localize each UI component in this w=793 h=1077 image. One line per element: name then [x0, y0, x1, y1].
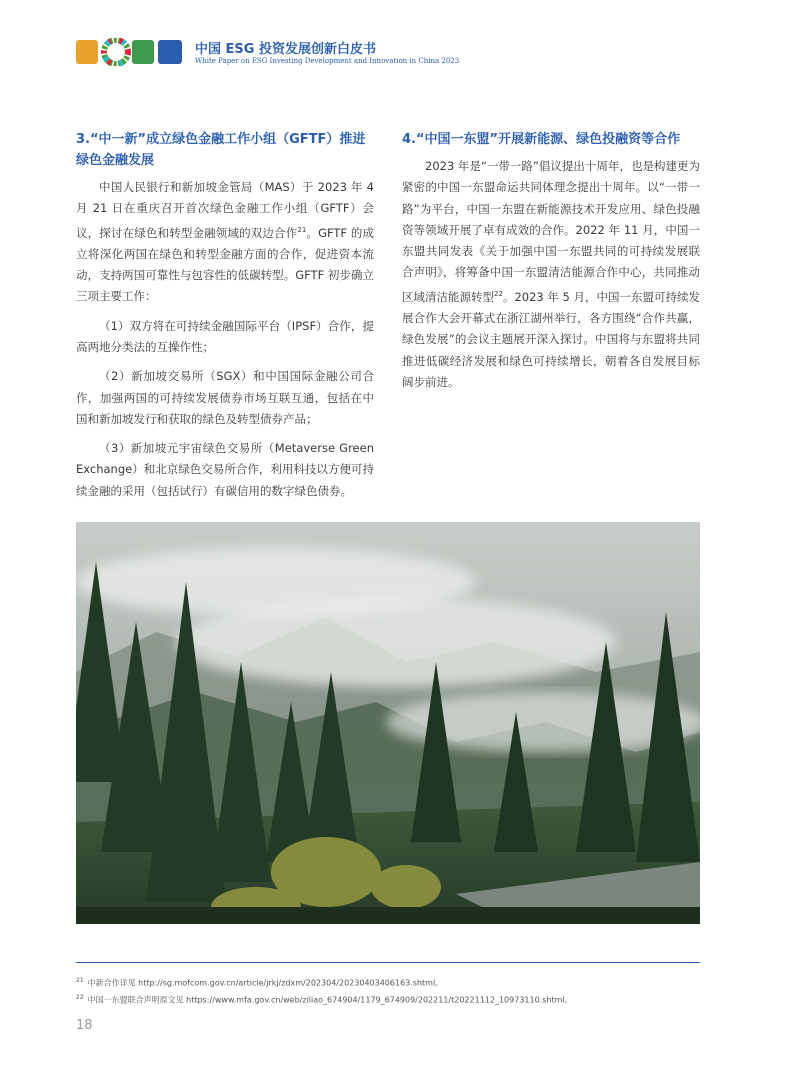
paragraph-asean: 2023 年是“一带一路”倡议提出十周年，也是构建更为紧密的中国一东盟命运共同体理念提出十周年。以“一带一路”为平台，中国一东盟在新能源技术开发应用、绿色投融资等领域开展了卓有成效的合作。2022 年 11 月，中国一东盟共同发表《关于加强中国一东盟共同的可持续发展联合声明》，将筹备中国一东盟清洁能源合作中心，共同推动区域清洁能源转型$^{22}$。2023 年 5 月，中国一东盟可持续发展合作大会开幕式在浙江湖州举行，各方围绕“合作共赢，绿色发展”的会议主题展开深入探讨。中国将与东盟将共同推进低碳经济发展和绿色可持续增长，朝着各自发展目标阔步前进。 [402, 159, 700, 389]
paragraph-gftf-intro: 中国人民银行和新加坡金管局（MAS）于 2023 年 4 月 21 日在重庆召开首次绿色金融工作小组（GFTF）会议，探讨在绿色和转型金融领域的双边合作$^{21}$。GFTF 的成立将深化两国在绿色和转型金融方面的合作，促进资本流动，支持两国可靠性与包容性的低碳转型。GFTF 初步确立三项主要工作： [76, 180, 375, 304]
footnote-ref-22: 22 [494, 289, 503, 298]
footnote-22-link[interactable]: 中国一东盟联合声明原文见 https://www.mfa.gov.cn/web/ziliao_674904/1179_674909/202211/t20221112_10973110.shtml。 [87, 995, 573, 1005]
section-title-gftf: 3.“中一新”成立绿色金融工作小组（GFTF）推进绿色金融发展 [76, 132, 366, 168]
paragraph-item-2: （2）新加坡交易所（SGX）和中国国际金融公司合作，加强两国的可持续发展债券市场互联互通，包括在中国和新加坡发行和获取的绿色及转型债券产品； [76, 369, 374, 426]
logo-digit-2 [76, 40, 98, 64]
section-title-asean: 4.“中国一东盟”开展新能源、绿色投融资等合作 [402, 132, 681, 147]
logo-digit-2b [132, 40, 154, 64]
footnotes [76, 974, 700, 1007]
paragraph-item-3: （3）新加坡元宇宙绿色交易所（Metaverse Green Exchange）和北京绿色交易所合作，利用科技以方便可持续金融的采用（包括试行）有碳信用的数字绿色债券。 [76, 441, 374, 498]
footnote-22: $^{22}$ 中国一东盟联合声明原文见 https://www.mfa.gov.cn/web/ziliao_674904/1179_674909/202211/t20221112_10973110.shtml。 [76, 993, 573, 1005]
header-title: 中国 ESG 投资发展创新白皮书 [195, 42, 376, 57]
footnote-divider [76, 962, 700, 963]
left-column [76, 129, 374, 510]
footnote-21-link[interactable]: 中新合作详见 http://sg.mofcom.gov.cn/article/jrkj/zdxm/202304/20230403406163.shtml。 [87, 978, 444, 988]
right-column [402, 129, 700, 401]
page-number: 18 [76, 1018, 93, 1033]
footnote-ref-21: 21 [297, 225, 307, 234]
misty-forest-photo [76, 522, 700, 924]
logo-digit-3 [158, 40, 182, 64]
header-subtitle: White Paper on ESG Investing Development and Innovation in China 2023 [195, 57, 460, 65]
footnote-21: $^{21}$ 中新合作详见 http://sg.mofcom.gov.cn/article/jrkj/zdxm/202304/20230403406163.shtml。 [76, 977, 444, 988]
report-logo [76, 38, 184, 66]
paragraph-item-1: （1）双方将在可持续金融国际平台（IPSF）合作，提高两地分类法的互操作性； [76, 318, 374, 354]
